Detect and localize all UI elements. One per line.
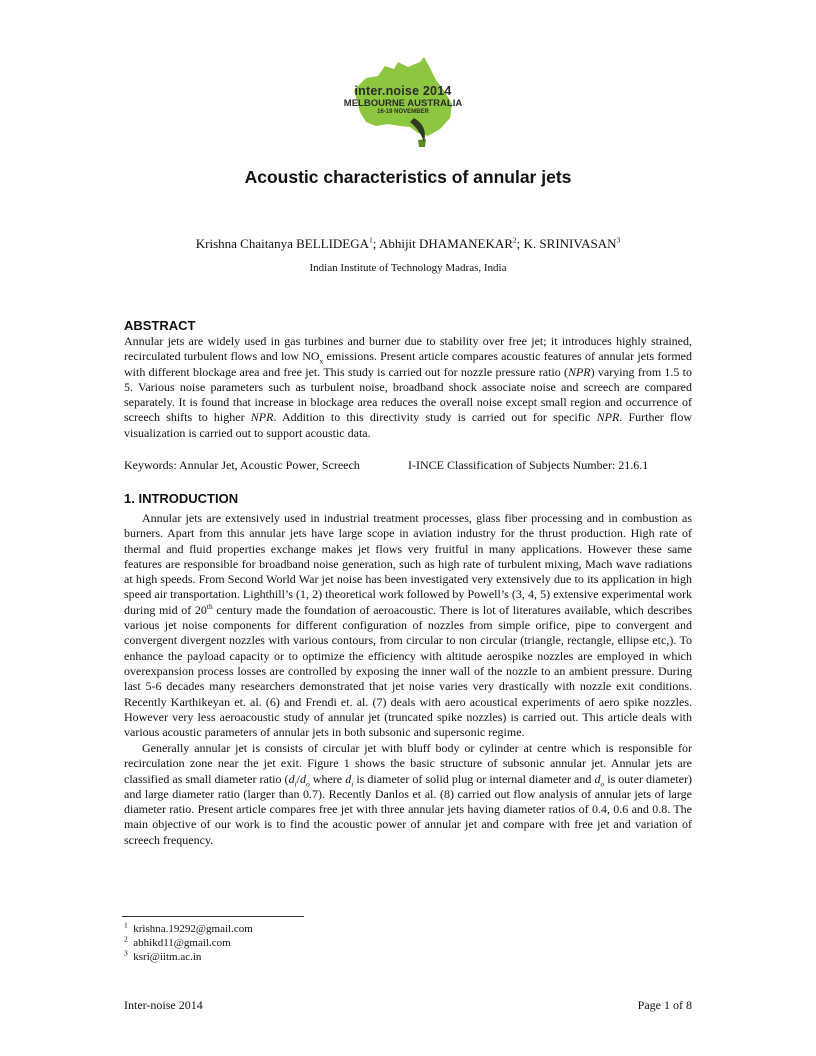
logo-location: MELBOURNE AUSTRALIA <box>343 98 463 109</box>
logo-dates: 16-19 NOVEMBER <box>377 109 429 115</box>
section-heading-introduction: 1. INTRODUCTION <box>124 491 239 506</box>
author-list: Krishna Chaitanya BELLIDEGA$^1$; Abhijit DHAMANEKAR$^2$; K. SRINIVASAN$^3$ <box>195 235 621 251</box>
abstract-text: Annular jets are widely used in gas turbines and burner due to stability over free jet; it introduces highly strained, recirculated turbulent flows and low $NO_x$ emissions. Present article compares acoustic features of annular jets formed with different blockage area and free jet. This study is carried out for nozzle pressure ratio (NPR) varying from 1.5 to 5. Various noise parameters such as turbulent noise, broadband shock associate noise and screech are compared separately. It is found that increase in blockage area reduces the overall noise except small region and occurrence of screech shifts to higher NPR. Addition to this directivity study is carried out for specific NPR. Further flow visualization is carried out to support acoustic data. <box>124 334 693 440</box>
conference-logo <box>340 56 466 150</box>
author-name: Abhijit DHAMANEKAR <box>378 236 513 251</box>
keywords: Keywords: Annular Jet, Acoustic Power, Screech <box>124 458 360 472</box>
author-name: K. SRINIVASAN <box>523 236 617 251</box>
affiliation: Indian Institute of Technology Madras, India <box>309 262 507 274</box>
author-footnote-mark: 2 <box>512 235 517 245</box>
footer-conference: Inter-noise 2014 <box>124 998 203 1012</box>
footnote-3: $^3$ ksri@iitm.ac.in <box>124 948 202 963</box>
intro-paragraph-1: Annular jets are extensively used in industrial treatment processes, glass fiber processing and in combustion as burners. Apart from this annular jets have large scope in aviation industry for the thrust production. High rate of thermal and fluid properties exchange makes jet flows very fruitful in many applications. However these same features are responsible for broadband noise generation, such as high rate of turbulent mixing, Mach wave radiations at high speeds. From Second World War jet noise has been investigated very extensively due to its application in high speed air transportation. Lighthill’s (1, 2) theoretical work followed by Powell’s (3, 4, 5) extensive experimental work during mid of 20th century made the foundation of aeroacoustic. There is lot of literatures available, which describes various jet noise components for different configuration of nozzles from simple orifice, pipe to convergent and convergent divergent nozzles with various contours, from circular to non circular (triangle, rectangle, ellipse etc,). To enhance the payload capacity or to optimize the efficiency with altitude aerospike nozzles are employed in which overexpansion process losses are controlled by exposing the inner wall of the nozzle to an ambient pressure. During last 5-6 decades many researchers demonstrated that jet noise varies very drastically with nozzle exit conditions. Recently Karthikeyan et. al. (6) and Frendi et. al. (7) deals with aero acoustical experiments of aero spike nozzles. However very less aeroacoustic study of annular jet (truncated spike nozzles) is carried out. This article deals with various acoustic parameters of annular jets in both subsonic and supersonic regime. <box>124 511 692 740</box>
intro-paragraph-2: Generally annular jet is consists of circular jet with bluff body or cylinder at centre which is responsible for recirculation zone near the jet exit. Figure 1 shows the basic structure of subsonic annular jet. Annular jets are classified as small diameter ratio ($d_i/d_o$ where $d_i$ is diameter of solid plug or internal diameter and $d_o$ is outer diameter) and large diameter ratio (larger than 0.7). Recently Danlos et al. (8) carried out flow analysis of annular jets of large diameter ratio. Present article compares free jet with three annular jets having diameter ratios of 0.4, 0.6 and 0.8. The main objective of our work is to find the acoustic power of annular jet and compare with free jet and variation of screech frequency. <box>124 741 692 847</box>
footnote-1: $^1$ krishna.19292@gmail.com <box>124 920 253 935</box>
classification-number: I-INCE Classification of Subjects Number: 21.6.1 <box>408 458 649 472</box>
tasmania-shape <box>418 139 426 147</box>
logo-conference-name: inter.noise 2014 <box>354 84 452 98</box>
author-footnote-mark: 1 <box>369 235 373 245</box>
footer-page-number: Page 1 of 8 <box>637 998 692 1012</box>
author-name: Krishna Chaitanya BELLIDEGA <box>195 236 370 251</box>
paper-title: Acoustic characteristics of annular jets <box>244 167 572 187</box>
footnote-2: $^2$ abhikd11@gmail.com <box>124 934 231 949</box>
author-footnote-mark: 3 <box>616 235 621 245</box>
footnote-divider <box>122 916 304 917</box>
abstract-heading: ABSTRACT <box>124 318 196 333</box>
